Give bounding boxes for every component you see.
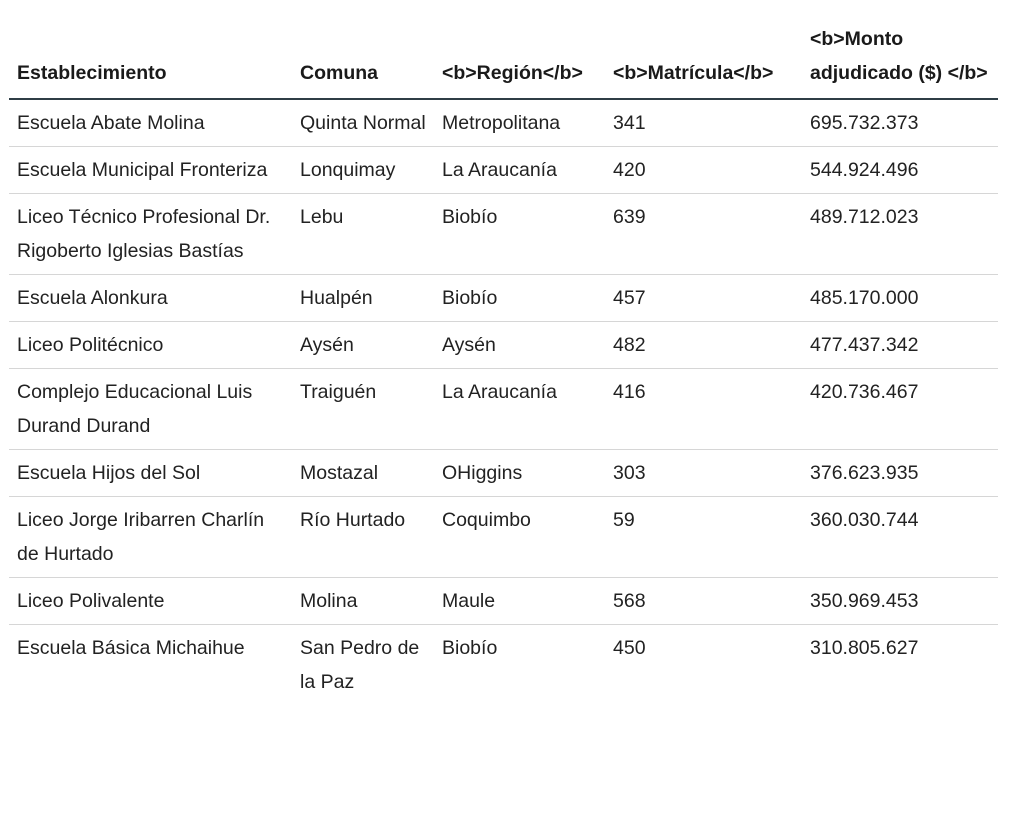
cell-matricula: 482 bbox=[605, 322, 802, 369]
cell-region: Maule bbox=[434, 578, 605, 625]
table-row bbox=[9, 578, 998, 625]
cell-monto: 477.437.342 bbox=[802, 322, 998, 369]
cell-comuna: Traiguén bbox=[292, 369, 434, 450]
cell-monto: 310.805.627 bbox=[810, 637, 919, 659]
cell-matricula: 420 bbox=[605, 147, 802, 194]
cell-establecimiento: Escuela Abate Molina bbox=[9, 99, 292, 147]
cell-matricula: 59 bbox=[605, 497, 802, 578]
cell-matricula: 450 bbox=[613, 637, 646, 659]
cell-establecimiento: Liceo Politécnico bbox=[9, 322, 292, 369]
cell-matricula: 639 bbox=[605, 194, 802, 275]
cell-region: Biobío bbox=[442, 637, 498, 659]
cell-monto: 420.736.467 bbox=[802, 369, 998, 450]
table-row bbox=[9, 369, 998, 450]
cell-comuna: Lebu bbox=[292, 194, 434, 275]
cell-region: Aysén bbox=[434, 322, 605, 369]
cell-region: Biobío bbox=[434, 194, 605, 275]
cell-comuna: Río Hurtado bbox=[292, 497, 434, 578]
cell-monto: 376.623.935 bbox=[802, 450, 998, 497]
cell-matricula: 568 bbox=[605, 578, 802, 625]
cell-matricula: 416 bbox=[605, 369, 802, 450]
cell-comuna: Mostazal bbox=[292, 450, 434, 497]
cell-establecimiento: Complejo Educacional Luis Durand Durand bbox=[9, 369, 292, 450]
cell-establecimiento: Escuela Municipal Fronteriza bbox=[9, 147, 292, 194]
cell-matricula: 341 bbox=[605, 99, 802, 147]
cell-comuna: Lonquimay bbox=[292, 147, 434, 194]
table-row bbox=[9, 322, 998, 369]
header-region: <b>Región</b> bbox=[434, 0, 605, 99]
cell-region: Coquimbo bbox=[434, 497, 605, 578]
table-body bbox=[9, 99, 998, 705]
table-row bbox=[9, 275, 998, 322]
header-comuna: Comuna bbox=[292, 0, 434, 99]
cell-comuna: Aysén bbox=[292, 322, 434, 369]
table-row bbox=[9, 450, 998, 497]
cell-region: La Araucanía bbox=[434, 147, 605, 194]
table-row bbox=[9, 194, 998, 275]
cell-monto: 350.969.453 bbox=[802, 578, 998, 625]
cell-matricula: 457 bbox=[605, 275, 802, 322]
cell-establecimiento: Escuela Básica Michaihue bbox=[17, 637, 245, 659]
cell-monto: 360.030.744 bbox=[802, 497, 998, 578]
cell-establecimiento: Liceo Polivalente bbox=[9, 578, 292, 625]
cell-monto: 489.712.023 bbox=[802, 194, 998, 275]
cell-comuna: Quinta Normal bbox=[292, 99, 434, 147]
header-establecimiento: Establecimiento bbox=[9, 0, 292, 99]
cell-establecimiento: Escuela Alonkura bbox=[9, 275, 292, 322]
cell-establecimiento: Liceo Técnico Profesional Dr. Rigoberto Iglesias Bastías bbox=[9, 194, 292, 275]
cell-comuna: Molina bbox=[292, 578, 434, 625]
table-header bbox=[9, 0, 998, 99]
table-row bbox=[9, 625, 998, 706]
table-row bbox=[9, 99, 998, 147]
header-monto: <b>Monto adjudicado ($) </b> bbox=[802, 0, 998, 99]
cell-matricula: 303 bbox=[605, 450, 802, 497]
cell-monto: 544.924.496 bbox=[802, 147, 998, 194]
table-row bbox=[9, 497, 998, 578]
cell-region: La Araucanía bbox=[434, 369, 605, 450]
cell-monto: 485.170.000 bbox=[802, 275, 998, 322]
cell-establecimiento: Liceo Jorge Iribarren Charlín de Hurtado bbox=[9, 497, 292, 578]
header-row bbox=[9, 0, 998, 99]
cell-comuna: Hualpén bbox=[292, 275, 434, 322]
cell-comuna: San Pedro de la Paz bbox=[300, 637, 420, 693]
cell-region: Biobío bbox=[434, 275, 605, 322]
header-matricula: <b>Matrícula</b> bbox=[605, 0, 802, 99]
grants-table bbox=[9, 0, 998, 705]
cell-region: Metropolitana bbox=[434, 99, 605, 147]
table-row bbox=[9, 147, 998, 194]
cell-region: OHiggins bbox=[434, 450, 605, 497]
cell-monto: 695.732.373 bbox=[802, 99, 998, 147]
cell-establecimiento: Escuela Hijos del Sol bbox=[9, 450, 292, 497]
